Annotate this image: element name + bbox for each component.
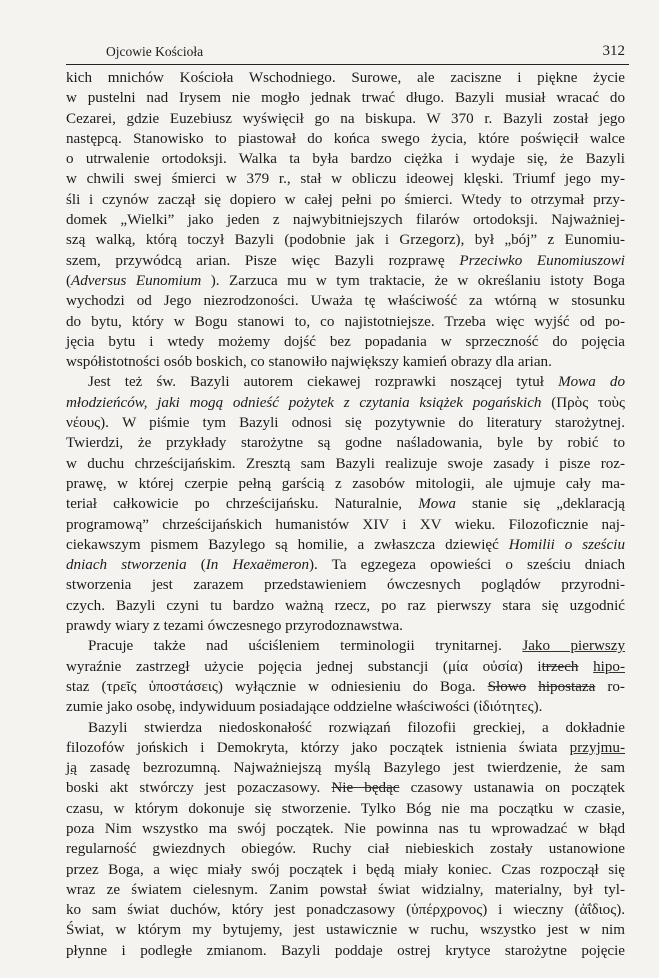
text-line: stworzenia jest zarazem przedstawieniem ówczesnych poglądów przyrodni- — [66, 577, 625, 594]
text-line: wychodzi od Jego niezrodzoności. Uważa tę właściwość za wtórną w stosunku — [66, 293, 625, 310]
title-italic: dniach stworzenia — [66, 557, 187, 574]
title-italic: Mowa — [418, 496, 456, 513]
text-line: wraz ze światem cielesnym. Zanim powstał świat widzialny, materialny, był tyl- — [66, 881, 625, 898]
text-line: szą walką, którą toczył Bazyli (podobnie jak i Grzegorz), był „bój” z Eunomiu- — [66, 232, 625, 249]
body-text — [66, 68, 625, 961]
text-line: filozofów jońskich i Demokryta, którzy jako początek istnienia świata przyjmu- — [66, 739, 625, 756]
text-line: νέους). W piśmie tym Bazyli odnosi się pozytywnie do literatury starożytnej. — [66, 415, 625, 432]
header-rule — [66, 64, 629, 65]
running-header — [66, 40, 625, 66]
text-line: wyraźnie zastrzegł użycie pojęcia jednej substancji (μία οὐσία) itrzech hipo- — [66, 658, 625, 675]
text-line: Pracuje także nad uściśleniem terminologii trynitarnej. Jako pierwszy — [88, 638, 626, 655]
text-line: programową” chrześcijańskich humanistów XIV i XV wieku. Filozoficznie naj- — [66, 516, 625, 533]
text-line: ko sam świat duchów, który jest ponadczasowy (ὑπέρχρονος) i wieczny (ἀΐδιος). — [66, 902, 625, 919]
text-line: młodzieńców, jaki mogą odnieść pożytek z czytania książek pogańskich (Πρὸς τοὺς — [66, 394, 625, 411]
text-line: przez Boga, a więc miały swój początek i będą miały koniec. Czas rozpoczął się — [66, 861, 625, 878]
text-line: płynne i podległe zmianom. Bazyli poddaje ostrej krytyce starożytne pojęcie — [66, 942, 625, 959]
text-line: Bazyli stwierdza niedoskonałość rozwiązań filozofii greckiej, a dokładnie — [88, 719, 625, 736]
text-line: (Adversus Eunomium ). Zarzuca mu w tym traktacie, że w określaniu istoty Boga — [66, 272, 625, 289]
text-line: regularność gwiezdnych obiegów. Ruchy ciał niebieskich zostały ustanowione — [66, 841, 625, 858]
title-italic: młodzieńców, jaki mogą odnieść pożytek z czytania książek pogańskich — [66, 394, 542, 411]
title-italic: Adversus Eunomium — [71, 272, 202, 289]
underlined-text: hipo- — [593, 658, 625, 675]
title-italic: In Hexaëmeron — [205, 557, 310, 574]
underlined-text: przyjmu- — [569, 739, 625, 756]
text-line: zumie jako osobę, indywiduum posiadające oddzielne właściwości (ἰδιότητες). — [66, 699, 543, 716]
text-line: do bytu, który w Bogu stanowi to, co najistotniejsze. Trzeba więc wyjść od po- — [66, 313, 625, 330]
text-line: kich mnichów Kościoła Wschodniego. Surowe, ale zaciszne i piękne życie — [66, 70, 625, 86]
text-line: śli i czynów zaczął się dopiero w całej pełni po śmierci. Wtedy to otrzymał przy- — [66, 191, 625, 208]
text-line: Jest też św. Bazyli autorem ciekawej rozprawki noszącej tytuł Mowa do — [88, 374, 625, 391]
text-line: jęcia bytu i wtedy możemy dojść bez popadania w sprzeczność do pojęcia — [66, 333, 625, 350]
struck-text: hipostaza — [538, 678, 596, 695]
text-line: Twierdzi, że przykłady starożytne są godne naśladowania, byle by robić to — [66, 435, 625, 452]
title-italic: Homilii o sześciu — [508, 536, 625, 553]
title-italic: Przeciwko Eunomiuszowi — [459, 252, 625, 269]
text-line: Cezarei, gdzie Euzebiusz wyświęcił go na biskupa. W 370 r. Bazyli został jego — [66, 110, 625, 127]
text-line: czasu, w którym dokonuje się stworzenie. Tylko Bóg nie ma początku w czasie, — [66, 800, 625, 817]
text-line: czych. Bazyli czyni tu bardzo ważną rzecz, po raz pierwszy stara się uzgodnić — [66, 597, 625, 614]
text-line: teriał całkowicie po chrześcijańsku. Naturalnie, Mowa stanie się „deklaracją — [66, 496, 625, 513]
underlined-text: Jako pierwszy — [522, 638, 626, 655]
title-italic: Mowa do — [558, 374, 625, 391]
text-line: o utrwalenie ortodoksji. Walka ta była bardzo ciężka i wydaje się, że Bazyli — [66, 151, 625, 168]
text-line: ciekawszym pismem Bazylego są homilie, a zwłaszcza dziewięć Homilii o sześciu — [66, 536, 625, 553]
running-title: Ojcowie Kościoła — [106, 44, 204, 59]
text-line: następcą. Stanowisko to piastował do końca swego życia, które poświęcił walce — [66, 130, 625, 147]
text-line: w pustelni nad Irysem nie mogło jednak trwać długo. Bazyli musiał wracać do — [66, 90, 625, 107]
text-line: poza Nim wszystko ma swój początek. Nie powinna nas tu wprowadzać w błąd — [66, 820, 625, 837]
struck-text: Nie będąc — [331, 780, 400, 797]
text-line: staz (τρεῖς ὑποστάσεις) wyłącznie w odniesieniu do Boga. Słowo hipostaza ro- — [66, 678, 625, 695]
text-line: prawę, w której czerpie pełną garścią z zasobów mitologii, ale ujmuje cały ma- — [66, 475, 625, 492]
struck-text: trzech — [541, 658, 579, 675]
text-line: współistotności osób boskich, co stanowiło największy kamień obrazy dla arian. — [66, 354, 552, 371]
text-line: boski akt stwórczy jest pozaczasowy. Nie będąc czasowy ustanawia on początek — [66, 780, 625, 797]
text-line: dniach stworzenia (In Hexaëmeron). Ta egzegeza opowieści o sześciu dniach — [66, 557, 625, 574]
text-line: w duchu chrześcijańskim. Zresztą sam Bazyli realizuje swoje zasady i pisze roz- — [66, 455, 625, 472]
text-line: ją zasadę bezrozumną. Najważniejszą myślą Bazylego jest twierdzenie, że sam — [66, 760, 626, 777]
text-line: Świat, w którym my bytujemy, jest ustawicznie w ruchu, wszystko jest w nim — [66, 922, 625, 939]
page-number: 312 — [602, 43, 625, 59]
text-line: prawdy wiary z tezami ówczesnego przyrodoznawstwa. — [66, 618, 403, 635]
text-line: w chwili swej śmierci w 379 r., stał w obliczu ideowej klęski. Triumf jego my- — [66, 171, 625, 188]
text-line: szem, przywódcą arian. Pisze więc Bazyli rozprawę Przeciwko Eunomiuszowi — [66, 252, 625, 269]
underlined-text: ją — [66, 760, 77, 777]
struck-text: Słowo — [487, 678, 527, 695]
text-line: domek „Wielki” jako jeden z najwybitniejszych filarów ortodoksji. Najważniej- — [66, 212, 625, 229]
